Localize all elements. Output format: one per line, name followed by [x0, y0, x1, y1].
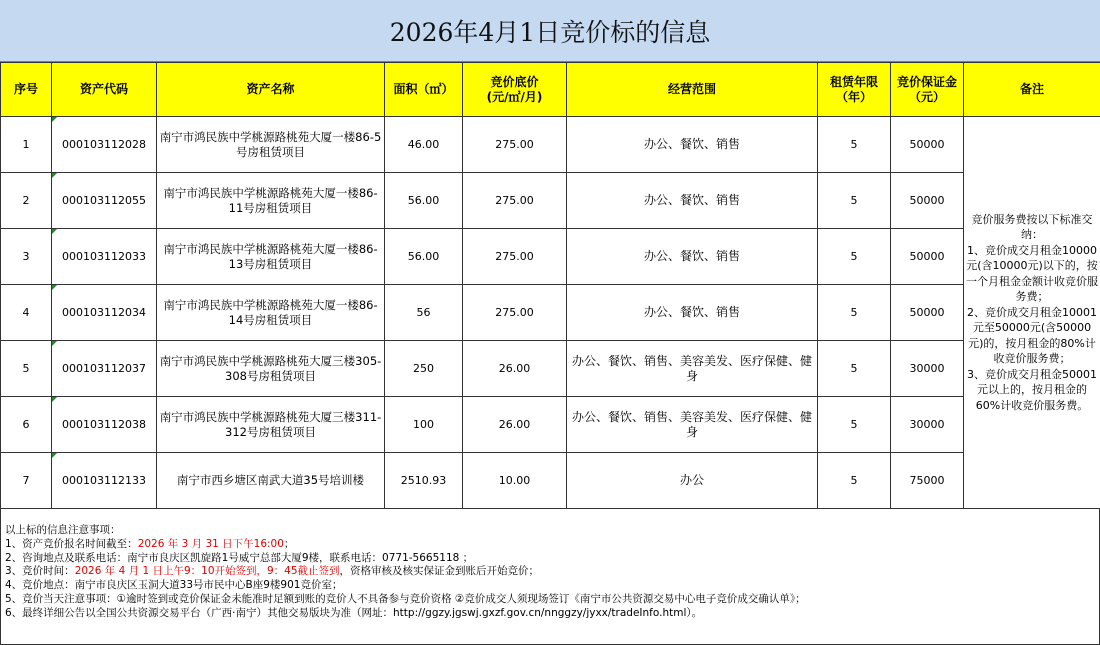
cell-scope: 办公、餐饮、销售、美容美发、医疗保健、健身 — [567, 397, 818, 453]
cell-code: 000103112033 — [52, 229, 157, 285]
cell-area: 56.00 — [385, 173, 463, 229]
cell-remark — [964, 117, 1100, 509]
cell-price: 26.00 — [463, 397, 567, 453]
header-code: 资产代码 — [52, 63, 157, 117]
header-deposit-line1: 竞价保证金 — [896, 74, 957, 89]
note-1-deadline: 2026 年 3 月 31 日下午16:00 — [137, 537, 284, 550]
note-3-suffix: ，资格审核及核实保证金到账后开始竞价； — [339, 565, 540, 578]
header-area: 面积（㎡） — [385, 63, 463, 117]
cell-seq: 7 — [1, 453, 52, 509]
note-line-3 — [5, 565, 1095, 579]
remark-line-1: 1、竞价成交月租金10000元(含10000元)以下的，按一个月租金金额计收竞价服务费； — [966, 243, 1098, 304]
page-title: 2026年4月1日竞价标的信息 — [389, 17, 711, 47]
note-line-1 — [5, 538, 1095, 552]
header-years-line2: （年） — [835, 89, 872, 104]
header-deposit — [891, 63, 964, 117]
cell-area: 56.00 — [385, 229, 463, 285]
cell-deposit: 30000 — [891, 341, 964, 397]
remark-line-0: 竞价服务费按以下标准交纳： — [971, 212, 1093, 242]
cell-name: 南宁市鸿民族中学桃源路桃苑大厦一楼86-14号房租赁项目 — [157, 285, 385, 341]
table-header-row — [1, 63, 1100, 117]
cell-deposit: 75000 — [891, 453, 964, 509]
header-scope: 经营范围 — [567, 63, 818, 117]
note-line-6: 6、最终详细公告以全国公共资源交易平台（广西·南宁）其他交易版块为准（网址：http://ggzy.jgswj.gxzf.gov.cn/nnggzy/jyxx/tradeInfo.html）。 — [5, 606, 703, 619]
cell-name: 南宁市鸿民族中学桃源路桃苑大厦一楼86-11号房租赁项目 — [157, 173, 385, 229]
cell-scope: 办公、餐饮、销售 — [567, 229, 818, 285]
header-price-line2: (元/㎡/月) — [486, 89, 543, 104]
cell-price: 26.00 — [463, 341, 567, 397]
remark-line-3: 3、竞价成交月租金50001元以上的，按月租金的60%计收竞价服务费。 — [967, 367, 1097, 412]
cell-area: 56 — [385, 285, 463, 341]
table-row — [1, 229, 1100, 285]
cell-years: 5 — [818, 285, 891, 341]
cell-years: 5 — [818, 173, 891, 229]
cell-scope: 办公、餐饮、销售 — [567, 285, 818, 341]
cell-scope: 办公、餐饮、销售、美容美发、医疗保健、健身 — [567, 341, 818, 397]
cell-code: 000103112133 — [52, 453, 157, 509]
remark-line-2: 2、竞价成交月租金10001元至50000元(含50000元)的，按月租金的80%计收竞价服务费； — [967, 305, 1097, 366]
table-row — [1, 397, 1100, 453]
cell-scope: 办公、餐饮、销售 — [567, 173, 818, 229]
cell-name: 南宁市西乡塘区南武大道35号培训楼 — [157, 453, 385, 509]
header-price — [463, 63, 567, 117]
note-1-prefix: 1、资产竞价报名时间截至： — [5, 537, 138, 550]
cell-name: 南宁市鸿民族中学桃源路桃苑大厦三楼311-312号房租赁项目 — [157, 397, 385, 453]
cell-deposit: 50000 — [891, 229, 964, 285]
table-row — [1, 117, 1100, 173]
cell-name: 南宁市鸿民族中学桃源路桃苑大厦三楼305-308号房租赁项目 — [157, 341, 385, 397]
cell-seq: 1 — [1, 117, 52, 173]
cell-code: 000103112055 — [52, 173, 157, 229]
header-remark: 备注 — [964, 63, 1100, 117]
notes-heading: 以上标的信息注意事项： — [5, 524, 121, 536]
note-3-prefix: 3、竞价时间： — [5, 565, 75, 578]
cell-code: 000103112028 — [52, 117, 157, 173]
table-row — [1, 285, 1100, 341]
cell-area: 250 — [385, 341, 463, 397]
cell-seq: 5 — [1, 341, 52, 397]
header-deposit-line2: （元） — [908, 89, 945, 104]
note-3-time: 2026 年 4 月 1 日上午9：10开始签到，9：45截止签到 — [74, 565, 340, 578]
note-1-suffix: ； — [283, 537, 295, 550]
note-line-2: 2、咨询地点及联系电话：南宁市良庆区凯旋路1号威宁总部大厦9楼，联系电话：0771-5665118 ； — [5, 551, 474, 564]
cell-years: 5 — [818, 117, 891, 173]
cell-seq: 2 — [1, 173, 52, 229]
cell-name: 南宁市鸿民族中学桃源路桃苑大厦一楼86-13号房租赁项目 — [157, 229, 385, 285]
cell-price: 275.00 — [463, 229, 567, 285]
header-name: 资产名称 — [157, 63, 385, 117]
cell-price: 10.00 — [463, 453, 567, 509]
cell-code: 000103112037 — [52, 341, 157, 397]
header-price-line1: 竞价底价 — [490, 74, 539, 89]
header-years — [818, 63, 891, 117]
header-seq: 序号 — [1, 63, 52, 117]
cell-deposit: 30000 — [891, 397, 964, 453]
cell-years: 5 — [818, 341, 891, 397]
cell-area: 100 — [385, 397, 463, 453]
cell-seq: 4 — [1, 285, 52, 341]
cell-scope: 办公 — [567, 453, 818, 509]
cell-price: 275.00 — [463, 173, 567, 229]
table-row — [1, 341, 1100, 397]
table-row — [1, 173, 1100, 229]
cell-price: 275.00 — [463, 117, 567, 173]
note-line-5: 5、竞价当天注意事项：①逾时签到或竞价保证金未能准时足额到账的竞价人不具备参与竞价资格 ②竞价成交人须现场签订《南宁市公共资源交易中心电子竞价成交确认单》； — [5, 592, 806, 605]
cell-seq: 3 — [1, 229, 52, 285]
cell-code: 000103112038 — [52, 397, 157, 453]
table-row — [1, 453, 1100, 509]
cell-name: 南宁市鸿民族中学桃源路桃苑大厦一楼86-5号房租赁项目 — [157, 117, 385, 173]
cell-area: 46.00 — [385, 117, 463, 173]
cell-seq: 6 — [1, 397, 52, 453]
cell-years: 5 — [818, 397, 891, 453]
cell-deposit: 50000 — [891, 285, 964, 341]
cell-deposit: 50000 — [891, 173, 964, 229]
cell-price: 275.00 — [463, 285, 567, 341]
cell-years: 5 — [818, 229, 891, 285]
auction-table — [0, 62, 1100, 509]
cell-area: 2510.93 — [385, 453, 463, 509]
cell-years: 5 — [818, 453, 891, 509]
note-line-4: 4、竞价地点：南宁市良庆区玉洞大道33号市民中心B座9楼901竞价室； — [5, 579, 343, 592]
cell-code: 000103112034 — [52, 285, 157, 341]
notes-section — [0, 508, 1100, 645]
header-years-line1: 租赁年限 — [829, 74, 878, 89]
cell-scope: 办公、餐饮、销售 — [567, 117, 818, 173]
title-bar — [0, 0, 1100, 62]
cell-deposit: 50000 — [891, 117, 964, 173]
